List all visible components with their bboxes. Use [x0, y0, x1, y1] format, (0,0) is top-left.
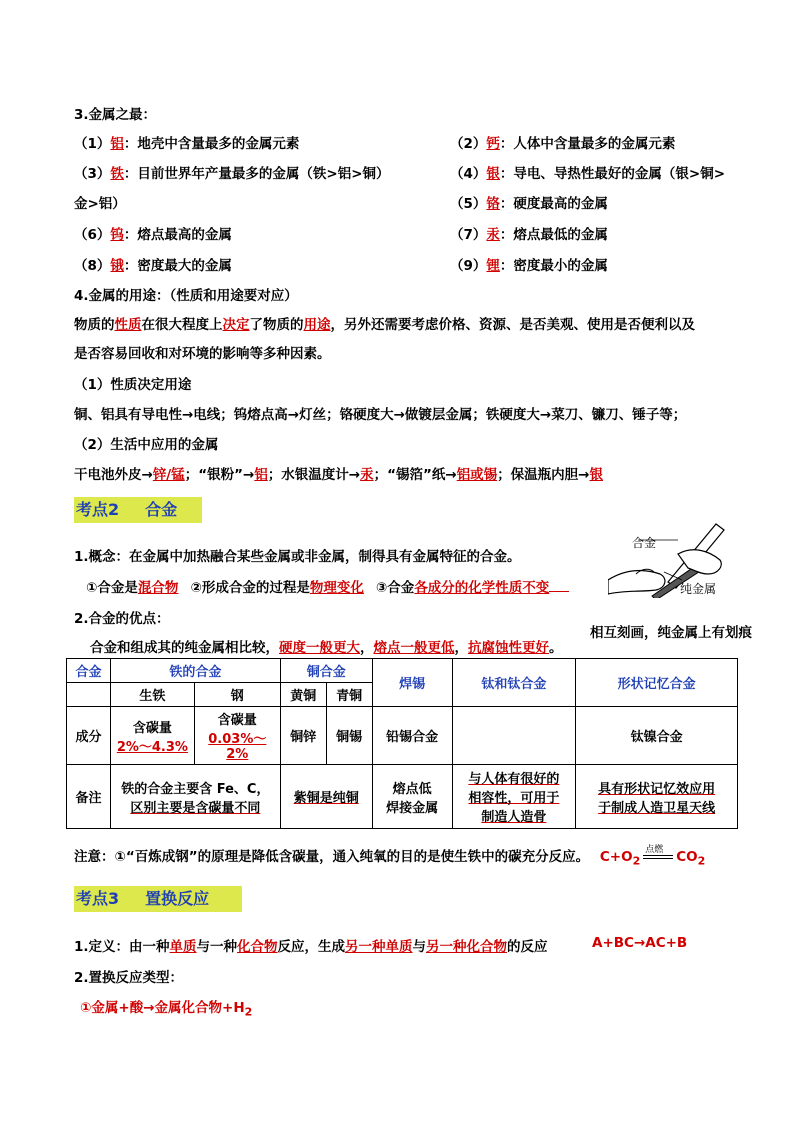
metal-item-7: （7）汞：熔点最低的金属	[450, 227, 608, 243]
cell-bronze-composition: 铜锡	[326, 707, 372, 765]
kaodian-3-header: 考点3 置换反应	[74, 886, 242, 912]
header-copper-alloy: 铜合金	[280, 659, 372, 683]
metal-item-4: （4）银：导电、导热性最好的金属（银>铜>	[450, 166, 726, 182]
header-pig-iron: 生铁	[110, 683, 194, 707]
header-alloy: 合金	[67, 659, 111, 683]
uses-line-1: 铜、铝具有导电性→电线；钨熔点高→灯丝；铬硬度大→做镀层金属；铁硬度大→菜刀、镰刀、锤子等；	[74, 407, 687, 423]
row-label-notes: 备注	[67, 765, 111, 829]
alloy-points: ①合金是混合物 ②形成合金的过程是物理变化 ③合金各成分的化学性质不变	[86, 576, 569, 596]
cell-solder-notes: 熔点低 焊接金属	[372, 765, 452, 829]
metal-item-8: （8）锇：密度最大的金属	[74, 258, 232, 274]
alloy-concept: 1.概念：在金属中加热融合某些金属或非金属，制得具有金属特征的合金。	[74, 549, 521, 565]
combustion-equation: $C+O_2$ 点燃 $CO_2$	[599, 845, 706, 868]
cell-iron-notes: 铁的合金主要含 Fe、C， 区别主要是含碳量不同	[110, 765, 280, 829]
displacement-type-1: ①金属+酸→金属化合物$+H_2$	[80, 1000, 253, 1019]
metal-item-4-wrap: 金>铝）	[74, 196, 126, 212]
header-shape-memory: 形状记忆合金	[576, 659, 738, 707]
row-label-composition: 成分	[67, 707, 111, 765]
cell-solder-composition: 铅锡合金	[372, 707, 452, 765]
steel-note: 注意：①“百炼成钢”的原理是降低含碳量，通入纯氧的目的是使生铁中的碳充分反应。 $C+O_2$ 点燃 $CO_2$	[74, 845, 706, 868]
uses-heading-1: （1）性质决定用途	[74, 377, 192, 393]
metal-item-9: （9）锂：密度最小的金属	[450, 258, 608, 274]
kaodian-2-header: 考点2 合金	[74, 497, 202, 523]
metal-item-6: （6）钨：熔点最高的金属	[74, 227, 232, 243]
header-steel: 钢	[194, 683, 280, 707]
uses-paragraph-2: 是否容易回收和对环境的影响等多种因素。	[74, 346, 331, 362]
cell-shape-memory-notes: 具有形状记忆效应用 于制成人造卫星天线	[576, 765, 738, 829]
alloy-table	[66, 658, 738, 829]
cell-pig-iron-carbon: 含碳量 2%～4.3%	[110, 707, 194, 765]
cell-copper-notes: 紫铜是纯铜	[280, 765, 372, 829]
header-brass: 黄铜	[280, 683, 326, 707]
header-titanium: 钛和钛合金	[452, 659, 576, 707]
displacement-formula: A+BC→AC+B	[592, 935, 688, 951]
uses-line-2: 干电池外皮→锌/锰；“银粉”→铝；水银温度计→汞；“锡箔”纸→铝或锡；保温瓶内胆→银	[74, 467, 603, 483]
displacement-definition: 1.定义：由一种单质与一种化合物反应，生成另一种单质与另一种化合物的反应	[74, 939, 548, 955]
figure-caption: 相互刻画，纯金属上有划痕	[590, 625, 752, 641]
alloy-advantages: 合金和组成其的纯金属相比较，硬度一般更大，熔点一般更低，抗腐蚀性更好。	[90, 640, 563, 656]
figure-label-pure-metal: 纯金属	[680, 582, 717, 596]
figure-label-alloy: 合金	[632, 536, 657, 550]
cell-titanium-notes: 与人体有很好的 相容性，可用于 制造人造骨	[452, 765, 576, 829]
header-bronze: 青铜	[326, 683, 372, 707]
cell-brass-composition: 铜锌	[280, 707, 326, 765]
uses-heading-2: （2）生活中应用的金属	[74, 437, 219, 453]
cell-steel-carbon: 含碳量 0.03%～2%	[194, 707, 280, 765]
metal-item-3: （3）铁：目前世界年产量最多的金属（铁>铝>铜）	[74, 166, 390, 182]
metal-item-1: （1）铝：地壳中含量最多的金属元素	[74, 136, 300, 152]
metal-item-2: （2）钙：人体中含量最多的金属元素	[450, 136, 676, 152]
alloy-advantages-title: 2.合金的优点：	[74, 611, 170, 627]
header-solder: 焊锡	[372, 659, 452, 707]
uses-paragraph-1: 物质的性质在很大程度上决定了物质的用途，另外还需要考虑价格、资源、是否美观、使用是否便利以及	[74, 317, 695, 333]
section-4-title: 4.金属的用途：（性质和用途要对应）	[74, 288, 298, 304]
section-3-title: 3.金属之最：	[74, 107, 157, 123]
cell-shape-memory-composition: 钛镍合金	[576, 707, 738, 765]
header-iron-alloy: 铁的合金	[110, 659, 280, 683]
cell-empty	[67, 683, 111, 707]
metal-item-5: （5）铬：硬度最高的金属	[450, 196, 608, 212]
cell-titanium-composition	[452, 707, 576, 765]
displacement-types-title: 2.置换反应类型：	[74, 970, 184, 986]
